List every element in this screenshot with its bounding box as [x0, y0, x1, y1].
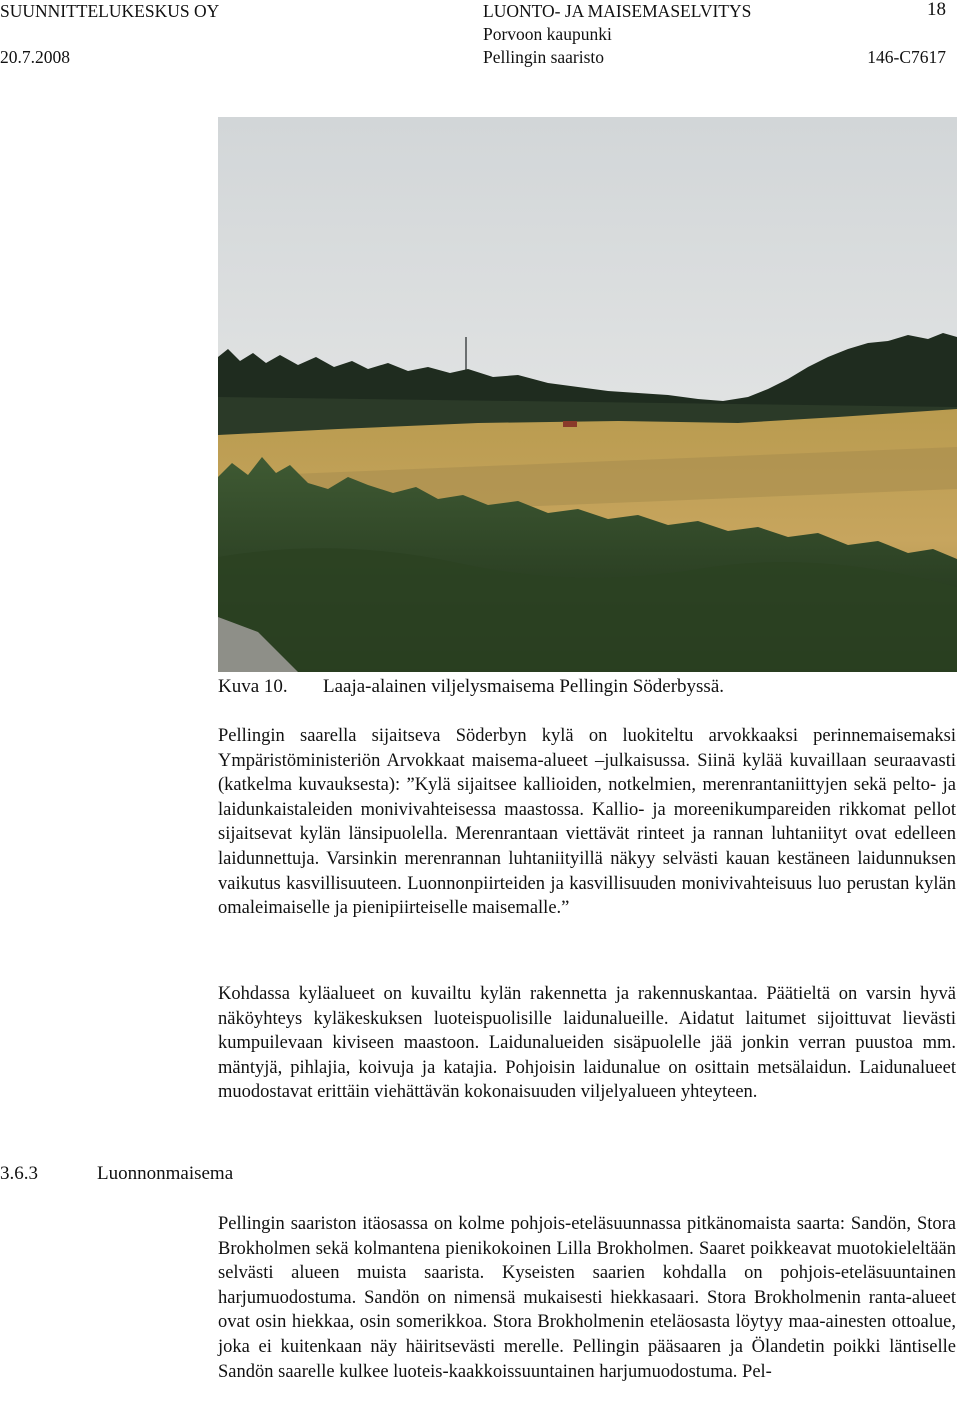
- section-title: Luonnonmaisema: [97, 1163, 234, 1184]
- header-date: 20.7.2008: [0, 47, 70, 67]
- header-area: Pellingin saaristo: [483, 47, 605, 67]
- barn: [563, 421, 577, 427]
- page-number: 18: [927, 0, 946, 20]
- body-paragraph-1: Pellingin saarella sijaitseva Söderbyn kylä on luokiteltu arvokkaaksi perinnemaisemaksi Ympäristöministeriön Arvokkaat maisema-alueet –julkaisussa. Siinä kylää kuvaillaan seuraavasti (katkelma kuvauksesta): ”Kylä sijaitsee kallioiden, notkelmien, merenrantaniittyjen sekä pelto- ja laidunkaistaleiden monivivahteisessa maastossa. Kallio- ja moreenikumpareiden rikkomat pellot sijaitsevat kylän länsipuolella. Merenrantaan viettävät rinteet ja rannan luhtaniityt ovat edelleen laidunnettuja. Varsinkin merenrannan luhtaniityillä näkyy selvästi kauan kestäneen laidunnuksen vaikutus kasvillisuuteen. Luonnonpiirteiden ja kasvillisuuden monivivahteisuus luo perustan kylän omaleimaiselle ja pienipiirteiselle maisemalle.”: [218, 726, 956, 919]
- body-paragraph-2: Kohdassa kyläalueet on kuvailtu kylän rakennetta ja rakennuskantaa. Päätieltä on varsin hyvä näköyhteys kyläkeskuksen luoteispuolisille laidunalueille. Aidatut laitumet sijoittuvat lievästi kumpuilevaan kiviseen maastoon. Laidunalueiden sisäpuolelle jää jonkin verran puustoa mm. mäntyjä, pihlajia, koivuja ja katajia. Pohjoisin laidunalue on osittain metsälaidun. Laidunalueet muodostavat erittäin viehättävän kokonaisuuden viljelyalueen yhteyteen.: [218, 984, 956, 1103]
- header-company: SUUNNITTELUKESKUS OY: [0, 1, 220, 21]
- body-paragraph-3: Pellingin saariston itäosassa on kolme pohjois-eteläsuunnassa pitkänomaista saarta: Sandön, Stora Brokholmen sekä kolmantena pienikokoinen Lilla Brokholmen. Saaret poikkeavat muotokieleltään selvästi alueen muista saarista. Kyseisten saarien kohdalla on pohjois-eteläsuuntainen harjumuodostuma. Sandön on nimensä mukaisesti hiekkasaari. Stora Brokholmenin ranta-alueet ovat osin hiekkaa, osin somerikkoa. Stora Brokholmenin eteläosasta löytyy maa-ainesten ottoalue, joka ei kuitenkaan näy häiritsevästi merelle. Pellingin pääsaaren ja Ölandetin poikki läntiselle Sandön saarelle kulkee luoteis-kaakkoissuuntainen harjumuodostuma. Pel-: [218, 1214, 956, 1382]
- header-project-code: 146-C7617: [867, 47, 946, 67]
- figure-caption: Laaja-alainen viljelysmaisema Pellingin Söderbyssä.: [323, 676, 725, 697]
- landscape-photo: [218, 117, 957, 672]
- header-report-title: LUONTO- JA MAISEMASELVITYS: [483, 1, 752, 21]
- header-client: Porvoon kaupunki: [483, 24, 612, 44]
- figure-label: Kuva 10.: [218, 676, 288, 697]
- section-number: 3.6.3: [0, 1163, 38, 1184]
